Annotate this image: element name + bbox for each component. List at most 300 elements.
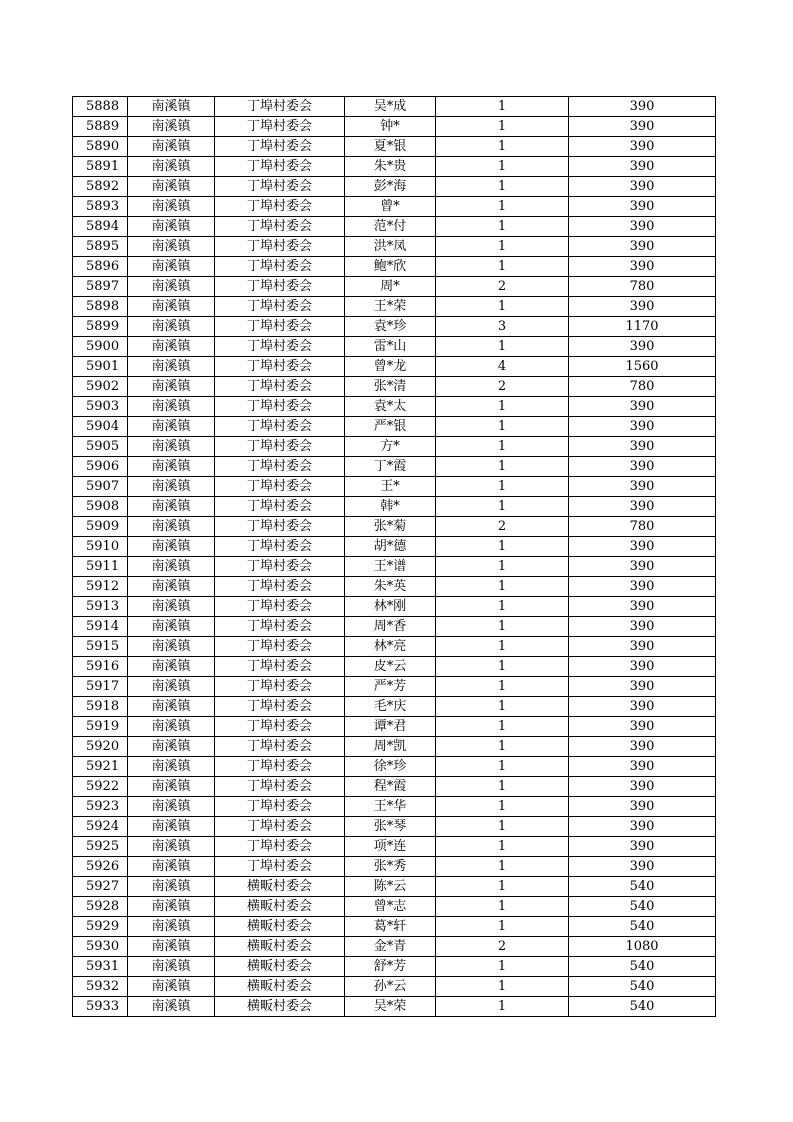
- table-row: [73, 217, 716, 237]
- amount-cell: 540: [569, 917, 716, 937]
- count-cell: 1: [436, 437, 569, 457]
- person-name-cell: 曾*: [345, 197, 436, 217]
- person-name-cell: 王*: [345, 477, 436, 497]
- village-committee-cell: 丁埠村委会: [215, 757, 345, 777]
- amount-cell: 390: [569, 137, 716, 157]
- town-cell: 南溪镇: [128, 417, 215, 437]
- row-number-cell: 5901: [73, 357, 128, 377]
- row-number-cell: 5905: [73, 437, 128, 457]
- amount-cell: 540: [569, 957, 716, 977]
- table-row: [73, 537, 716, 557]
- count-cell: 1: [436, 217, 569, 237]
- town-cell: 南溪镇: [128, 337, 215, 357]
- table-row: [73, 977, 716, 997]
- amount-cell: 390: [569, 697, 716, 717]
- row-number-cell: 5923: [73, 797, 128, 817]
- village-committee-cell: 丁埠村委会: [215, 377, 345, 397]
- document-page: [72, 96, 715, 1017]
- town-cell: 南溪镇: [128, 837, 215, 857]
- amount-cell: 390: [569, 157, 716, 177]
- town-cell: 南溪镇: [128, 97, 215, 117]
- count-cell: 1: [436, 477, 569, 497]
- row-number-cell: 5914: [73, 617, 128, 637]
- table-row: [73, 477, 716, 497]
- village-committee-cell: 横畈村委会: [215, 937, 345, 957]
- row-number-cell: 5908: [73, 497, 128, 517]
- town-cell: 南溪镇: [128, 397, 215, 417]
- table-row: [73, 157, 716, 177]
- amount-cell: 390: [569, 397, 716, 417]
- table-row: [73, 457, 716, 477]
- person-name-cell: 袁*珍: [345, 317, 436, 337]
- person-name-cell: 袁*太: [345, 397, 436, 417]
- person-name-cell: 朱*英: [345, 577, 436, 597]
- town-cell: 南溪镇: [128, 477, 215, 497]
- amount-cell: 390: [569, 677, 716, 697]
- table-row: [73, 737, 716, 757]
- count-cell: 1: [436, 977, 569, 997]
- row-number-cell: 5889: [73, 117, 128, 137]
- amount-cell: 390: [569, 657, 716, 677]
- table-row: [73, 597, 716, 617]
- person-name-cell: 徐*珍: [345, 757, 436, 777]
- person-name-cell: 曾*龙: [345, 357, 436, 377]
- village-committee-cell: 丁埠村委会: [215, 797, 345, 817]
- row-number-cell: 5912: [73, 577, 128, 597]
- amount-cell: 390: [569, 177, 716, 197]
- village-committee-cell: 丁埠村委会: [215, 297, 345, 317]
- town-cell: 南溪镇: [128, 957, 215, 977]
- row-number-cell: 5892: [73, 177, 128, 197]
- amount-cell: 390: [569, 637, 716, 657]
- town-cell: 南溪镇: [128, 237, 215, 257]
- table-row: [73, 317, 716, 337]
- count-cell: 1: [436, 917, 569, 937]
- table-row: [73, 257, 716, 277]
- person-name-cell: 张*菊: [345, 517, 436, 537]
- person-name-cell: 韩*: [345, 497, 436, 517]
- village-committee-cell: 横畈村委会: [215, 977, 345, 997]
- table-row: [73, 617, 716, 637]
- row-number-cell: 5922: [73, 777, 128, 797]
- count-cell: 1: [436, 237, 569, 257]
- village-committee-cell: 丁埠村委会: [215, 677, 345, 697]
- town-cell: 南溪镇: [128, 117, 215, 137]
- person-name-cell: 谭*君: [345, 717, 436, 737]
- table-row: [73, 297, 716, 317]
- count-cell: 1: [436, 657, 569, 677]
- row-number-cell: 5894: [73, 217, 128, 237]
- table-row: [73, 957, 716, 977]
- town-cell: 南溪镇: [128, 437, 215, 457]
- count-cell: 2: [436, 517, 569, 537]
- person-name-cell: 王*荣: [345, 297, 436, 317]
- amount-cell: 390: [569, 757, 716, 777]
- table-row: [73, 437, 716, 457]
- person-name-cell: 方*: [345, 437, 436, 457]
- person-name-cell: 王*华: [345, 797, 436, 817]
- village-committee-cell: 横畈村委会: [215, 897, 345, 917]
- village-committee-cell: 横畈村委会: [215, 957, 345, 977]
- table-row: [73, 497, 716, 517]
- table-row: [73, 637, 716, 657]
- village-committee-cell: 丁埠村委会: [215, 197, 345, 217]
- table-row: [73, 137, 716, 157]
- village-committee-cell: 丁埠村委会: [215, 837, 345, 857]
- table-row: [73, 357, 716, 377]
- row-number-cell: 5918: [73, 697, 128, 717]
- amount-cell: 390: [569, 537, 716, 557]
- amount-cell: 390: [569, 197, 716, 217]
- town-cell: 南溪镇: [128, 197, 215, 217]
- amount-cell: 390: [569, 737, 716, 757]
- count-cell: 1: [436, 97, 569, 117]
- row-number-cell: 5933: [73, 997, 128, 1017]
- person-name-cell: 朱*贵: [345, 157, 436, 177]
- town-cell: 南溪镇: [128, 777, 215, 797]
- person-name-cell: 范*付: [345, 217, 436, 237]
- table-row: [73, 177, 716, 197]
- row-number-cell: 5931: [73, 957, 128, 977]
- row-number-cell: 5920: [73, 737, 128, 757]
- count-cell: 1: [436, 877, 569, 897]
- row-number-cell: 5916: [73, 657, 128, 677]
- village-committee-cell: 横畈村委会: [215, 997, 345, 1017]
- village-committee-cell: 丁埠村委会: [215, 97, 345, 117]
- table-row: [73, 937, 716, 957]
- count-cell: 1: [436, 637, 569, 657]
- count-cell: 1: [436, 617, 569, 637]
- amount-cell: 780: [569, 277, 716, 297]
- amount-cell: 390: [569, 597, 716, 617]
- count-cell: 1: [436, 957, 569, 977]
- village-committee-cell: 丁埠村委会: [215, 637, 345, 657]
- town-cell: 南溪镇: [128, 997, 215, 1017]
- town-cell: 南溪镇: [128, 937, 215, 957]
- amount-cell: 390: [569, 617, 716, 637]
- town-cell: 南溪镇: [128, 537, 215, 557]
- village-committee-cell: 丁埠村委会: [215, 577, 345, 597]
- table-row: [73, 837, 716, 857]
- table-row: [73, 277, 716, 297]
- count-cell: 4: [436, 357, 569, 377]
- row-number-cell: 5891: [73, 157, 128, 177]
- table-row: [73, 677, 716, 697]
- village-committee-cell: 丁埠村委会: [215, 137, 345, 157]
- amount-cell: 540: [569, 877, 716, 897]
- amount-cell: 540: [569, 997, 716, 1017]
- row-number-cell: 5906: [73, 457, 128, 477]
- village-committee-cell: 丁埠村委会: [215, 257, 345, 277]
- amount-cell: 390: [569, 97, 716, 117]
- village-committee-cell: 丁埠村委会: [215, 237, 345, 257]
- town-cell: 南溪镇: [128, 177, 215, 197]
- count-cell: 1: [436, 157, 569, 177]
- count-cell: 1: [436, 177, 569, 197]
- person-name-cell: 严*芳: [345, 677, 436, 697]
- row-number-cell: 5930: [73, 937, 128, 957]
- person-name-cell: 项*连: [345, 837, 436, 857]
- town-cell: 南溪镇: [128, 697, 215, 717]
- town-cell: 南溪镇: [128, 457, 215, 477]
- village-committee-cell: 丁埠村委会: [215, 537, 345, 557]
- person-name-cell: 曾*志: [345, 897, 436, 917]
- row-number-cell: 5896: [73, 257, 128, 277]
- person-name-cell: 葛*轩: [345, 917, 436, 937]
- table-row: [73, 337, 716, 357]
- village-committee-cell: 丁埠村委会: [215, 457, 345, 477]
- amount-cell: 1080: [569, 937, 716, 957]
- village-committee-cell: 横畈村委会: [215, 877, 345, 897]
- town-cell: 南溪镇: [128, 717, 215, 737]
- person-name-cell: 张*秀: [345, 857, 436, 877]
- row-number-cell: 5910: [73, 537, 128, 557]
- village-committee-cell: 丁埠村委会: [215, 857, 345, 877]
- amount-cell: 390: [569, 577, 716, 597]
- count-cell: 1: [436, 797, 569, 817]
- person-name-cell: 严*银: [345, 417, 436, 437]
- count-cell: 2: [436, 377, 569, 397]
- row-number-cell: 5924: [73, 817, 128, 837]
- row-number-cell: 5919: [73, 717, 128, 737]
- person-name-cell: 丁*霞: [345, 457, 436, 477]
- amount-cell: 780: [569, 377, 716, 397]
- amount-cell: 390: [569, 117, 716, 137]
- row-number-cell: 5890: [73, 137, 128, 157]
- count-cell: 2: [436, 277, 569, 297]
- count-cell: 1: [436, 837, 569, 857]
- row-number-cell: 5893: [73, 197, 128, 217]
- amount-cell: 390: [569, 457, 716, 477]
- town-cell: 南溪镇: [128, 737, 215, 757]
- row-number-cell: 5895: [73, 237, 128, 257]
- village-committee-cell: 丁埠村委会: [215, 437, 345, 457]
- amount-cell: 390: [569, 797, 716, 817]
- count-cell: 1: [436, 257, 569, 277]
- count-cell: 1: [436, 297, 569, 317]
- count-cell: 1: [436, 337, 569, 357]
- person-name-cell: 林*刚: [345, 597, 436, 617]
- row-number-cell: 5909: [73, 517, 128, 537]
- town-cell: 南溪镇: [128, 617, 215, 637]
- amount-cell: 390: [569, 337, 716, 357]
- table-row: [73, 897, 716, 917]
- town-cell: 南溪镇: [128, 817, 215, 837]
- person-name-cell: 夏*银: [345, 137, 436, 157]
- count-cell: 1: [436, 757, 569, 777]
- village-committee-cell: 丁埠村委会: [215, 617, 345, 637]
- person-name-cell: 孙*云: [345, 977, 436, 997]
- row-number-cell: 5915: [73, 637, 128, 657]
- amount-cell: 390: [569, 437, 716, 457]
- village-committee-cell: 丁埠村委会: [215, 497, 345, 517]
- town-cell: 南溪镇: [128, 137, 215, 157]
- village-committee-cell: 丁埠村委会: [215, 277, 345, 297]
- table-row: [73, 97, 716, 117]
- table-row: [73, 757, 716, 777]
- person-name-cell: 鲍*欣: [345, 257, 436, 277]
- table-row: [73, 917, 716, 937]
- town-cell: 南溪镇: [128, 597, 215, 617]
- count-cell: 1: [436, 597, 569, 617]
- village-committee-cell: 丁埠村委会: [215, 477, 345, 497]
- person-name-cell: 周*: [345, 277, 436, 297]
- town-cell: 南溪镇: [128, 157, 215, 177]
- amount-cell: 540: [569, 897, 716, 917]
- person-name-cell: 周*凯: [345, 737, 436, 757]
- row-number-cell: 5917: [73, 677, 128, 697]
- town-cell: 南溪镇: [128, 637, 215, 657]
- count-cell: 1: [436, 397, 569, 417]
- row-number-cell: 5929: [73, 917, 128, 937]
- village-committee-cell: 丁埠村委会: [215, 177, 345, 197]
- amount-cell: 390: [569, 717, 716, 737]
- town-cell: 南溪镇: [128, 657, 215, 677]
- count-cell: 1: [436, 737, 569, 757]
- amount-cell: 540: [569, 977, 716, 997]
- town-cell: 南溪镇: [128, 377, 215, 397]
- count-cell: 1: [436, 577, 569, 597]
- count-cell: 1: [436, 817, 569, 837]
- row-number-cell: 5898: [73, 297, 128, 317]
- count-cell: 1: [436, 137, 569, 157]
- person-name-cell: 吴*成: [345, 97, 436, 117]
- person-name-cell: 彭*海: [345, 177, 436, 197]
- table-row: [73, 577, 716, 597]
- village-committee-cell: 丁埠村委会: [215, 217, 345, 237]
- town-cell: 南溪镇: [128, 577, 215, 597]
- town-cell: 南溪镇: [128, 357, 215, 377]
- row-number-cell: 5926: [73, 857, 128, 877]
- town-cell: 南溪镇: [128, 297, 215, 317]
- person-name-cell: 舒*芳: [345, 957, 436, 977]
- village-committee-cell: 丁埠村委会: [215, 157, 345, 177]
- table-row: [73, 777, 716, 797]
- table-row: [73, 877, 716, 897]
- person-name-cell: 张*琴: [345, 817, 436, 837]
- town-cell: 南溪镇: [128, 217, 215, 237]
- amount-cell: 390: [569, 497, 716, 517]
- row-number-cell: 5928: [73, 897, 128, 917]
- amount-cell: 390: [569, 557, 716, 577]
- person-name-cell: 陈*云: [345, 877, 436, 897]
- table-row: [73, 797, 716, 817]
- town-cell: 南溪镇: [128, 277, 215, 297]
- table-row: [73, 417, 716, 437]
- table-row: [73, 377, 716, 397]
- town-cell: 南溪镇: [128, 877, 215, 897]
- table-row: [73, 517, 716, 537]
- row-number-cell: 5899: [73, 317, 128, 337]
- amount-cell: 390: [569, 297, 716, 317]
- amount-cell: 390: [569, 417, 716, 437]
- amount-cell: 390: [569, 217, 716, 237]
- count-cell: 1: [436, 457, 569, 477]
- village-committee-cell: 丁埠村委会: [215, 557, 345, 577]
- table-row: [73, 197, 716, 217]
- village-committee-cell: 丁埠村委会: [215, 657, 345, 677]
- person-name-cell: 周*香: [345, 617, 436, 637]
- town-cell: 南溪镇: [128, 897, 215, 917]
- count-cell: 1: [436, 897, 569, 917]
- count-cell: 2: [436, 937, 569, 957]
- person-name-cell: 雷*山: [345, 337, 436, 357]
- row-number-cell: 5911: [73, 557, 128, 577]
- table-body: [73, 97, 716, 1017]
- amount-cell: 390: [569, 817, 716, 837]
- table-row: [73, 817, 716, 837]
- amount-cell: 390: [569, 257, 716, 277]
- amount-cell: 1170: [569, 317, 716, 337]
- table-row: [73, 717, 716, 737]
- town-cell: 南溪镇: [128, 977, 215, 997]
- town-cell: 南溪镇: [128, 497, 215, 517]
- village-committee-cell: 丁埠村委会: [215, 777, 345, 797]
- town-cell: 南溪镇: [128, 797, 215, 817]
- amount-cell: 390: [569, 777, 716, 797]
- count-cell: 1: [436, 557, 569, 577]
- village-committee-cell: 丁埠村委会: [215, 697, 345, 717]
- row-number-cell: 5888: [73, 97, 128, 117]
- person-name-cell: 程*霞: [345, 777, 436, 797]
- person-name-cell: 张*清: [345, 377, 436, 397]
- village-committee-cell: 丁埠村委会: [215, 817, 345, 837]
- town-cell: 南溪镇: [128, 677, 215, 697]
- row-number-cell: 5913: [73, 597, 128, 617]
- amount-cell: 390: [569, 857, 716, 877]
- village-committee-cell: 丁埠村委会: [215, 117, 345, 137]
- count-cell: 1: [436, 497, 569, 517]
- count-cell: 1: [436, 117, 569, 137]
- table-row: [73, 657, 716, 677]
- row-number-cell: 5904: [73, 417, 128, 437]
- town-cell: 南溪镇: [128, 857, 215, 877]
- town-cell: 南溪镇: [128, 257, 215, 277]
- row-number-cell: 5925: [73, 837, 128, 857]
- table-row: [73, 857, 716, 877]
- data-table: [72, 96, 716, 1017]
- village-committee-cell: 丁埠村委会: [215, 337, 345, 357]
- village-committee-cell: 丁埠村委会: [215, 597, 345, 617]
- village-committee-cell: 丁埠村委会: [215, 737, 345, 757]
- table-row: [73, 697, 716, 717]
- row-number-cell: 5907: [73, 477, 128, 497]
- town-cell: 南溪镇: [128, 517, 215, 537]
- row-number-cell: 5921: [73, 757, 128, 777]
- count-cell: 1: [436, 197, 569, 217]
- row-number-cell: 5932: [73, 977, 128, 997]
- count-cell: 1: [436, 537, 569, 557]
- village-committee-cell: 横畈村委会: [215, 917, 345, 937]
- count-cell: 1: [436, 417, 569, 437]
- person-name-cell: 林*亮: [345, 637, 436, 657]
- row-number-cell: 5903: [73, 397, 128, 417]
- table-row: [73, 397, 716, 417]
- person-name-cell: 吴*荣: [345, 997, 436, 1017]
- amount-cell: 390: [569, 477, 716, 497]
- count-cell: 1: [436, 777, 569, 797]
- town-cell: 南溪镇: [128, 557, 215, 577]
- town-cell: 南溪镇: [128, 317, 215, 337]
- row-number-cell: 5927: [73, 877, 128, 897]
- table-row: [73, 997, 716, 1017]
- count-cell: 1: [436, 857, 569, 877]
- town-cell: 南溪镇: [128, 917, 215, 937]
- person-name-cell: 钟*: [345, 117, 436, 137]
- amount-cell: 390: [569, 837, 716, 857]
- person-name-cell: 毛*庆: [345, 697, 436, 717]
- person-name-cell: 王*谱: [345, 557, 436, 577]
